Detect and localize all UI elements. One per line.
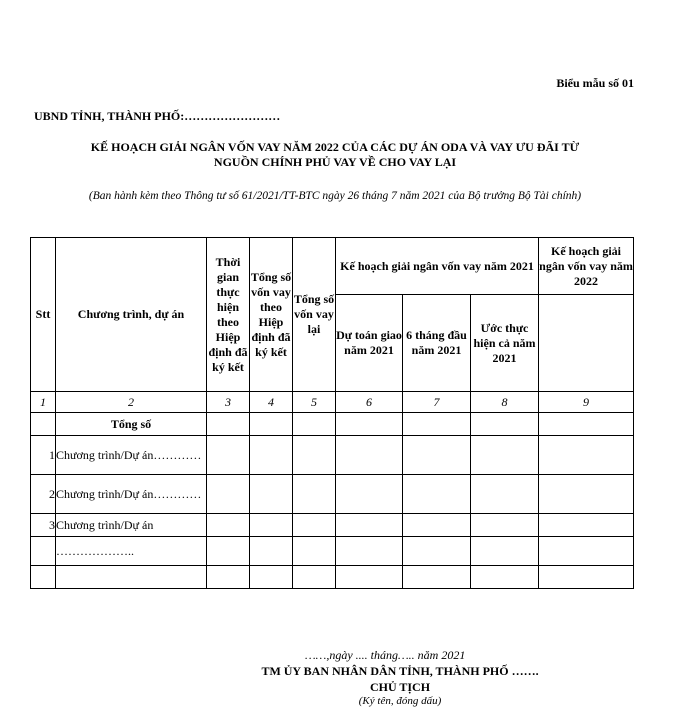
column-number: 4 (250, 392, 293, 413)
table-cell (207, 566, 250, 589)
document-subtitle: (Ban hành kèm theo Thông tư số 61/2021/TT-BTC ngày 26 tháng 7 năm 2021 của Bộ trưởng Bộ Tài chính) (88, 190, 582, 202)
header-stt: Stt (31, 238, 56, 392)
table-cell (336, 514, 403, 537)
total-label: Tổng số (56, 413, 207, 436)
table-cell (207, 475, 250, 514)
column-number: 9 (539, 392, 634, 413)
header-expected-2021: Ước thực hiện cả năm 2021 (471, 295, 539, 392)
header-duration: Thời gian thực hiện theo Hiệp định đã ký kết (207, 238, 250, 392)
row-program: Chương trình/Dự án (56, 514, 207, 537)
table-cell (471, 436, 539, 475)
table-cell (539, 413, 634, 436)
table-cell (250, 413, 293, 436)
header-first-6-months-2021: 6 tháng đầu năm 2021 (403, 295, 471, 392)
table-cell (293, 514, 336, 537)
header-plan-2022: Kế hoạch giải ngân vốn vay năm 2022 (539, 238, 634, 295)
table-cell (403, 413, 471, 436)
row-stt: 2 (31, 475, 56, 514)
header-total-relend: Tổng số vốn vay lại (293, 238, 336, 392)
table-cell (403, 537, 471, 566)
table-cell (539, 566, 634, 589)
table-cell (31, 413, 56, 436)
column-number: 3 (207, 392, 250, 413)
table-cell (250, 436, 293, 475)
table-cell (471, 566, 539, 589)
header-plan-2021: Kế hoạch giải ngân vốn vay năm 2021 (336, 238, 539, 295)
row-program: Chương trình/Dự án………… (56, 475, 207, 514)
table-cell (250, 475, 293, 514)
header-total-signed-loan: Tổng số vốn vay theo Hiệp định đã ký kết (250, 238, 293, 392)
table-cell (403, 436, 471, 475)
row-stt: 1 (31, 436, 56, 475)
column-number: 2 (56, 392, 207, 413)
table-cell (250, 537, 293, 566)
total-row (31, 413, 634, 436)
table-cell (403, 514, 471, 537)
table-cell (207, 514, 250, 537)
disbursement-plan-table (30, 237, 634, 589)
table-row (31, 436, 634, 475)
column-number-row (31, 392, 634, 413)
table-cell (207, 413, 250, 436)
document-title-line-1: KẾ HOẠCH GIẢI NGÂN VỐN VAY NĂM 2022 CỦA CÁC DỰ ÁN ODA VÀ VAY ƯU ĐÃI TỪ (90, 140, 580, 154)
table-cell (539, 475, 634, 514)
column-number: 5 (293, 392, 336, 413)
table-cell (293, 566, 336, 589)
form-number: Biểu mẫu số 01 (556, 76, 634, 90)
header-program: Chương trình, dự án (56, 238, 207, 392)
table-cell (471, 537, 539, 566)
table-row (31, 537, 634, 566)
table-row (31, 566, 634, 589)
table-cell (336, 537, 403, 566)
column-number: 7 (403, 392, 471, 413)
document-title-line-2: NGUỒN CHÍNH PHỦ VAY VỀ CHO VAY LẠI (213, 155, 457, 169)
table-cell (403, 475, 471, 514)
header-plan-2022-blank (539, 295, 634, 392)
table-cell (56, 566, 207, 589)
table-cell (250, 514, 293, 537)
row-stt: 3 (31, 514, 56, 537)
column-number: 6 (336, 392, 403, 413)
table-cell (31, 537, 56, 566)
table-cell (293, 413, 336, 436)
table-cell (471, 413, 539, 436)
table-cell (293, 436, 336, 475)
table-cell (403, 566, 471, 589)
column-number: 1 (31, 392, 56, 413)
signer-note: (Ký tên, đóng dấu) (358, 695, 442, 707)
table-cell (539, 514, 634, 537)
table-cell (539, 537, 634, 566)
table-cell (293, 475, 336, 514)
signer-organization: TM ỦY BAN NHÂN DÂN TỈNH, THÀNH PHỐ ……. (261, 664, 539, 678)
signer-title: CHỦ TỊCH (369, 680, 431, 694)
table-cell (31, 566, 56, 589)
table-row (31, 475, 634, 514)
signature-date-line: ……,ngày .... tháng….. năm 2021 (305, 648, 466, 662)
row-program: Chương trình/Dự án………… (56, 436, 207, 475)
table-cell (471, 514, 539, 537)
row-program-dots: ……………….. (56, 537, 207, 566)
table-cell (336, 475, 403, 514)
table-cell (207, 436, 250, 475)
header-estimate-2021: Dự toán giao năm 2021 (336, 295, 403, 392)
table-cell (471, 475, 539, 514)
table-cell (336, 413, 403, 436)
document-title (30, 140, 640, 170)
column-number: 8 (471, 392, 539, 413)
table-cell (250, 566, 293, 589)
table-cell (293, 537, 336, 566)
issuing-authority: UBND TỈNH, THÀNH PHỐ:…………………… (34, 109, 281, 123)
table-cell (336, 436, 403, 475)
table-cell (207, 537, 250, 566)
table-row (31, 514, 634, 537)
table-cell (539, 436, 634, 475)
table-cell (336, 566, 403, 589)
